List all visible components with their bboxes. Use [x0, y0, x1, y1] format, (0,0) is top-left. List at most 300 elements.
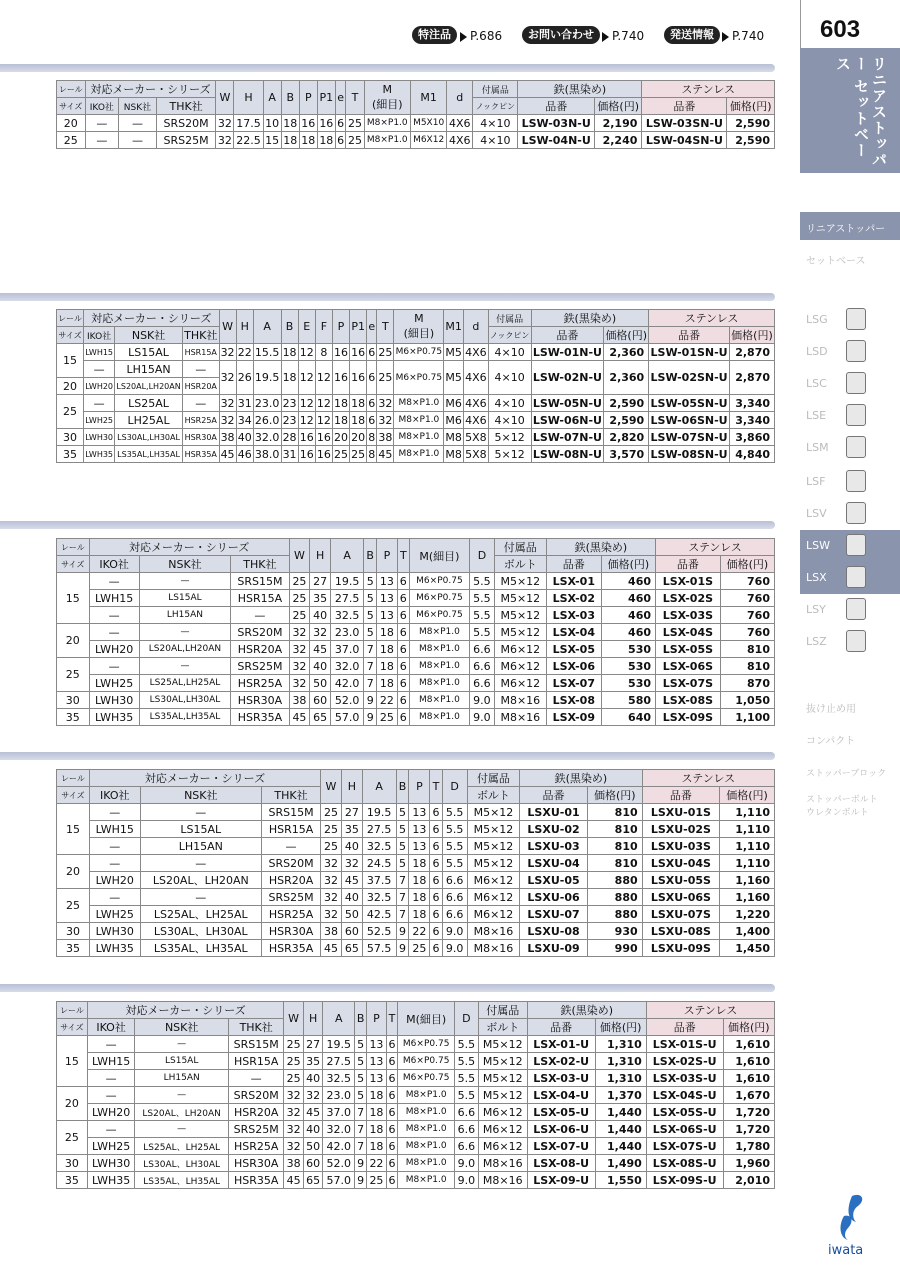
cell: 42.0 — [330, 675, 363, 692]
cell: M5×12 — [467, 804, 519, 821]
cell: 460 — [601, 590, 655, 607]
table-row — [57, 923, 775, 940]
cell: LWH20 — [87, 1104, 134, 1121]
cell: LS35AL、LH35AL — [140, 940, 261, 957]
part-number: LSXU-08S — [642, 923, 720, 940]
cell: 13 — [409, 821, 430, 838]
table-row — [57, 361, 775, 378]
cell: 25 — [284, 1053, 304, 1070]
column-header: D — [469, 539, 494, 573]
column-header: ボルト — [467, 787, 519, 804]
part-number: LSX-06S-U — [646, 1121, 723, 1138]
cell: 12 — [315, 361, 332, 395]
table-row — [57, 872, 775, 889]
cell: 23.0 — [330, 624, 363, 641]
cell: M8×P1.0 — [398, 1172, 455, 1189]
cell: LWH15 — [87, 1053, 134, 1070]
sidebar-item-lsy[interactable]: LSY — [800, 594, 900, 626]
cell: 35 — [310, 590, 331, 607]
cell: M8 — [445, 447, 462, 461]
column-header: 付属品 — [467, 770, 519, 787]
cell: 530 — [601, 675, 655, 692]
table-lsx-u — [56, 1001, 775, 1189]
cell: HSR15A — [262, 821, 321, 838]
part-number: LSXU-02S — [642, 821, 720, 838]
col-thk: THK社 — [156, 98, 216, 115]
hasso-ref[interactable]: P.740 — [722, 29, 764, 43]
cell: 7 — [396, 872, 409, 889]
cell: 38 — [321, 923, 342, 940]
cell: 25 — [284, 1070, 304, 1087]
cell: 45 — [341, 872, 362, 889]
cell: M8×16 — [467, 940, 519, 957]
cell: 34 — [237, 413, 252, 427]
cell: 6.6 — [442, 889, 467, 906]
cell: — — [85, 132, 119, 149]
nav-set-base[interactable]: セットベース — [806, 256, 866, 267]
cell: 2,590 — [604, 395, 649, 412]
cell: LSW-06N-U — [532, 413, 602, 427]
cell: 1,780 — [723, 1138, 774, 1155]
col-iko: IKO社 — [85, 98, 119, 115]
part-number: LSX-07S — [656, 675, 721, 692]
part-icon — [846, 598, 866, 620]
cell: 930 — [587, 923, 642, 940]
sidebar-item-lse[interactable]: LSE — [800, 400, 900, 432]
part-number: LSX-08 — [546, 692, 601, 709]
col-m1: M1 — [411, 81, 447, 115]
cell: 37.5 — [362, 872, 396, 889]
part-icon — [846, 566, 866, 588]
cell: LS30AL,LH30AL — [139, 692, 231, 709]
cell: 22 — [377, 692, 398, 709]
cell: 9.0 — [442, 940, 467, 957]
cell: LWH15 — [84, 344, 115, 361]
table-row — [57, 838, 775, 855]
cell: M6 — [445, 396, 462, 410]
cell: M8×P1.0 — [409, 692, 469, 709]
column-header: W — [321, 770, 342, 804]
col-stainless: ステンレス — [642, 81, 775, 98]
cell: 5.5 — [469, 607, 494, 624]
nav-stopper-block[interactable]: ストッパーブロック — [806, 769, 887, 779]
part-number: LSX-09S-U — [646, 1172, 723, 1189]
cell: M5×12 — [467, 838, 519, 855]
cell: 2,590 — [727, 132, 775, 149]
cell: M8×P1.0 — [409, 641, 469, 658]
column-header: H — [303, 1002, 323, 1036]
cell: 25 — [351, 447, 366, 461]
table-lsw-n-u-2 — [56, 309, 775, 463]
cell: 42.5 — [362, 906, 396, 923]
cell: M8×P1.0 — [394, 446, 444, 463]
cell: 810 — [720, 658, 774, 675]
cell: LH15AN — [115, 361, 183, 378]
cell: 25 — [289, 607, 310, 624]
part-number: LSXU-05S — [642, 872, 720, 889]
cell: M8×16 — [494, 692, 546, 709]
part-number: LSXU-07 — [520, 906, 588, 923]
cell: 50 — [303, 1138, 323, 1155]
cell: M8×P1.0 — [398, 1104, 455, 1121]
cell: 1,370 — [595, 1087, 646, 1104]
column-header: A — [253, 310, 281, 344]
cell: 5.5 — [469, 624, 494, 641]
sidebar-item-lsz[interactable]: LSZ — [800, 626, 900, 658]
toiawase-badge: お問い合わせ — [522, 26, 600, 44]
cell: LS30AL、LH30AL — [140, 923, 261, 940]
cell: 18 — [333, 413, 348, 427]
cell: M6×12 — [478, 1104, 527, 1121]
cell: 7 — [396, 906, 409, 923]
cell: LWH25 — [84, 412, 115, 429]
cell: — — [119, 132, 157, 149]
cell: 22 — [409, 923, 430, 940]
cell: 50 — [310, 675, 331, 692]
cell: 1,110 — [720, 855, 775, 872]
cell: 32.5 — [323, 1070, 355, 1087]
nav-compact[interactable]: コンパクト — [806, 736, 856, 747]
cell: LH15AN — [135, 1070, 229, 1087]
cell: 5 — [364, 607, 377, 624]
cell: M8×P1.0 — [409, 658, 469, 675]
table-row — [57, 1070, 775, 1087]
cell: 1,610 — [723, 1036, 774, 1053]
cell: 45 — [378, 447, 393, 461]
cell: 6 — [386, 1172, 398, 1189]
cell: 12 — [299, 345, 314, 359]
part-icon — [846, 502, 866, 524]
cell: 19.5 — [330, 573, 363, 590]
cell: M8×P1.0 — [398, 1138, 455, 1155]
cell: 27 — [310, 573, 331, 590]
table-row — [57, 641, 775, 658]
column-header: B — [355, 1002, 367, 1036]
cell: 1,610 — [723, 1053, 774, 1070]
cell: M6×12 — [478, 1121, 527, 1138]
part-number: LSX-03 — [546, 607, 601, 624]
cell: 12 — [316, 396, 331, 410]
cell: M6×12 — [494, 658, 546, 675]
sidebar-item-lsf[interactable]: LSF — [800, 466, 900, 498]
part-number: LSXU-06 — [520, 889, 588, 906]
cell: 26 — [236, 361, 253, 395]
table-row — [57, 855, 775, 872]
cell: 8 — [368, 430, 376, 444]
cell: — — [139, 658, 231, 675]
cell: 760 — [720, 590, 774, 607]
cell: 6.6 — [442, 872, 467, 889]
cell: 32 — [216, 132, 234, 149]
cell: 530 — [601, 658, 655, 675]
part-number: LSXU-02 — [520, 821, 588, 838]
cell: LS20AL,LH20AN — [139, 641, 231, 658]
cell: M6×P0.75 — [409, 607, 469, 624]
cell: 18 — [377, 624, 398, 641]
part-number: LSX-01 — [546, 573, 601, 590]
cell: 6 — [430, 889, 442, 906]
part-number: LSXU-04 — [520, 855, 588, 872]
column-header: F — [315, 310, 332, 344]
part-number: LSX-03S-U — [646, 1070, 723, 1087]
cell: 460 — [601, 624, 655, 641]
part-number: LSX-05S-U — [646, 1104, 723, 1121]
cell: 18 — [282, 345, 297, 359]
col-fuzoku: 付属品 — [473, 81, 518, 98]
cell: 6 — [386, 1053, 398, 1070]
sidebar-item-lsx[interactable]: LSX — [800, 562, 900, 594]
cell: 13 — [377, 573, 398, 590]
cell: LWH35 — [87, 1172, 134, 1189]
cell: 16 — [317, 115, 335, 132]
cell: SRS25M — [156, 132, 216, 149]
cell: 5.5 — [469, 590, 494, 607]
table-row — [57, 1053, 775, 1070]
cell: M5×12 — [494, 624, 546, 641]
column-header: T — [430, 770, 442, 804]
column-header: 鉄(黒染め) — [546, 539, 655, 556]
cell: 6 — [337, 133, 345, 147]
table-row — [57, 412, 775, 429]
cell: 52.0 — [323, 1155, 355, 1172]
cell: 32.5 — [330, 607, 363, 624]
cell: SRS20M — [229, 1087, 284, 1104]
cell: HSR20A — [229, 1104, 284, 1121]
cell: 22.5 — [234, 132, 263, 149]
cell: 22 — [367, 1155, 387, 1172]
cell: 1,440 — [595, 1121, 646, 1138]
cell: 35 — [57, 709, 90, 726]
cell: 23.0 — [254, 396, 280, 410]
cell: 38 — [378, 430, 393, 444]
cell: 12 — [316, 413, 331, 427]
column-header: T — [397, 539, 409, 573]
cell: LWH35 — [84, 446, 115, 463]
cell: 27 — [341, 804, 362, 821]
sidebar-item-lsc[interactable]: LSC — [800, 368, 900, 400]
cell: 9 — [364, 709, 377, 726]
cell: 9 — [396, 923, 409, 940]
cell: LWH35 — [89, 709, 139, 726]
cell: M8×P1.0 — [409, 709, 469, 726]
cell: 35 — [57, 1172, 88, 1189]
cell: 40 — [237, 430, 252, 444]
cell: M8×16 — [478, 1155, 527, 1172]
cell: 30 — [57, 692, 90, 709]
cell: LSW-02SN-U — [649, 361, 730, 395]
cell: 18 — [367, 1121, 387, 1138]
cell: 45 — [303, 1104, 323, 1121]
part-number: LSX-02-U — [527, 1053, 595, 1070]
cell: M5×12 — [478, 1070, 527, 1087]
cell: 25 — [367, 1172, 387, 1189]
cell: 25 — [289, 573, 310, 590]
cell: 880 — [587, 872, 642, 889]
cell: 25 — [57, 658, 90, 692]
column-header: 付属品 — [494, 539, 546, 556]
cell: 40 — [303, 1070, 323, 1087]
cell: M6×P0.75 — [398, 1036, 455, 1053]
cell: 7 — [364, 675, 377, 692]
cell: SRS25M — [231, 658, 289, 675]
col-price: 価格(円) — [595, 98, 642, 115]
cell: LS20AL、LH20AN — [135, 1104, 229, 1121]
cell: 18 — [409, 855, 430, 872]
column-header: レール — [57, 1002, 88, 1019]
sidebar-item-lsd[interactable]: LSD — [800, 336, 900, 368]
cell: 2,360 — [604, 361, 649, 395]
part-number: LSX-02S — [656, 590, 721, 607]
column-header: 価格(円) — [720, 556, 774, 573]
iwata-logo — [822, 1188, 882, 1258]
cell: M8×P1.0 — [398, 1121, 455, 1138]
cell: LS15AL — [140, 821, 261, 838]
table-row — [57, 1121, 775, 1138]
part-number: LSX-06-U — [527, 1121, 595, 1138]
cell: LSW-05SN-U — [650, 396, 728, 410]
nav-linear-stopper[interactable]: リニアストッパー — [800, 212, 900, 240]
cell: HSR30A — [231, 692, 289, 709]
cell: 37.0 — [323, 1104, 355, 1121]
cell: LS25AL,LH25AL — [139, 675, 231, 692]
cell: 7 — [355, 1104, 367, 1121]
toiawase-ref[interactable]: P.740 — [602, 29, 644, 43]
col-t: T — [346, 81, 364, 115]
cell: 6.6 — [455, 1104, 479, 1121]
col-hinban: 品番 — [518, 98, 595, 115]
cell: 2,010 — [723, 1172, 774, 1189]
part-number: LSXU-01S — [642, 804, 720, 821]
cell: 32 — [303, 1087, 323, 1104]
cell: — — [89, 838, 140, 855]
cell: — — [182, 395, 219, 412]
column-header: 品番 — [520, 787, 588, 804]
cell: 6 — [397, 641, 409, 658]
sidebar-item-lsm[interactable]: LSM — [800, 432, 900, 464]
cell: 18 — [281, 115, 299, 132]
cell: HSR30A — [229, 1155, 284, 1172]
cell: 4×10 — [488, 412, 531, 429]
cell: 9 — [396, 940, 409, 957]
cell: M8×P1.0 — [394, 412, 444, 429]
column-header: THK社 — [229, 1019, 284, 1036]
sidebar-item-lsv[interactable]: LSV — [800, 498, 900, 530]
cell: 20 — [57, 378, 84, 395]
section-band — [0, 521, 775, 529]
nav-nukedome[interactable]: 抜け止め用 — [806, 704, 856, 715]
table-row — [57, 395, 775, 412]
cell: 1,720 — [723, 1121, 774, 1138]
cell: 5.5 — [455, 1070, 479, 1087]
cell: 20 — [57, 1087, 88, 1121]
cell: 60 — [303, 1155, 323, 1172]
part-number: LSXU-03 — [520, 838, 588, 855]
cell: 6 — [337, 116, 345, 130]
cell: 6 — [386, 1121, 398, 1138]
cell: 530 — [601, 641, 655, 658]
cell: — — [139, 624, 231, 641]
cell: LWH25 — [87, 1138, 134, 1155]
cell: 6 — [430, 804, 442, 821]
column-header: THK社 — [231, 556, 289, 573]
cell: M8×P1.0 — [409, 624, 469, 641]
cell: LWH25 — [89, 906, 140, 923]
sidebar-item-lsw[interactable]: LSW — [800, 530, 900, 562]
part-number: LSXU-08 — [520, 923, 588, 940]
part-number: LSW-04N-U — [518, 132, 595, 149]
cell: 1,110 — [720, 804, 775, 821]
cell: 3,340 — [729, 395, 774, 412]
cell: LSW-06SN-U — [650, 413, 728, 427]
part-number: LSXU-06S — [642, 889, 720, 906]
cell: 6 — [430, 821, 442, 838]
cell: 30 — [57, 429, 84, 446]
part-number: LSX-03S — [656, 607, 721, 624]
cell: LS25AL、LH25AL — [135, 1138, 229, 1155]
cell: 19.5 — [323, 1036, 355, 1053]
cell: HSR30A — [262, 923, 321, 940]
column-header: E — [298, 310, 315, 344]
cell: 1,310 — [595, 1053, 646, 1070]
cell: — — [135, 1036, 229, 1053]
cell: 880 — [587, 889, 642, 906]
column-header: P — [332, 310, 349, 344]
column-header: A — [362, 770, 396, 804]
cell: LSW-02N-U — [531, 361, 604, 395]
cell: 18 — [281, 132, 299, 149]
cell: M8×P1.0 — [398, 1087, 455, 1104]
cell: — — [89, 658, 139, 675]
section-band — [0, 64, 775, 72]
column-header: ノックピン — [488, 327, 531, 344]
tokuchu-ref[interactable]: P.686 — [460, 29, 502, 43]
column-header: 対応メーカー・シリーズ — [89, 539, 289, 556]
cell: — — [89, 607, 139, 624]
cell: 6 — [430, 838, 442, 855]
cell: 10 — [263, 115, 281, 132]
col-w: W — [216, 81, 234, 115]
cell: 25 — [378, 345, 393, 359]
cell: LWH30 — [87, 1155, 134, 1172]
cell: — — [119, 115, 157, 132]
part-number: LSX-04 — [546, 624, 601, 641]
cell: 580 — [601, 692, 655, 709]
cell: 6 — [368, 396, 376, 410]
col-d: d — [447, 81, 473, 115]
cell: 6 — [430, 923, 442, 940]
cell: 13 — [367, 1036, 387, 1053]
cell: 32 — [321, 889, 342, 906]
sidebar-item-lsg[interactable]: LSG — [800, 304, 900, 336]
cell: 38 — [289, 692, 310, 709]
cell: 30 — [57, 1155, 88, 1172]
part-number: LSXU-05 — [520, 872, 588, 889]
cell: 25 — [57, 1121, 88, 1155]
cell: 20 — [57, 115, 86, 132]
column-header: ステンレス — [649, 310, 775, 327]
nav-stopper-bolt[interactable]: ストッパーボルト ウレタンボルト — [806, 795, 878, 818]
cell: 5.5 — [455, 1087, 479, 1104]
cell: 18 — [281, 361, 298, 395]
cell: M5×12 — [494, 590, 546, 607]
cell: 12 — [299, 413, 314, 427]
cell: LH15AN — [139, 607, 231, 624]
cell: 16 — [351, 345, 366, 359]
cell: 9.0 — [442, 923, 467, 940]
cell: 27.5 — [323, 1053, 355, 1070]
cell: 32 — [378, 396, 393, 410]
cell: — — [89, 889, 140, 906]
